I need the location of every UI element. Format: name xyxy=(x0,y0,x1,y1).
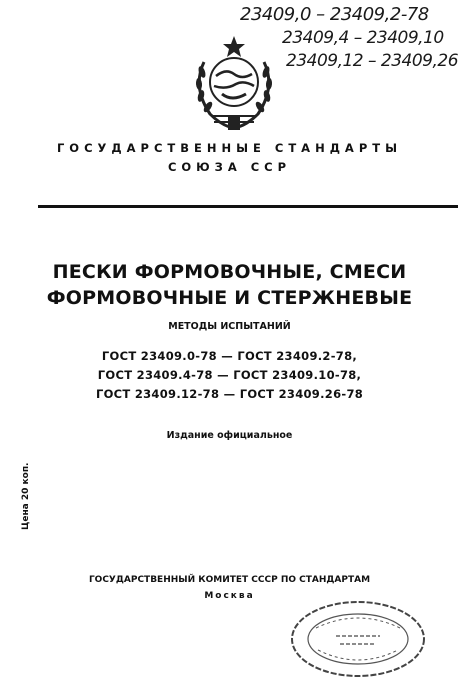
publisher-committee: ГОСУДАРСТВЕННЫЙ КОМИТЕТ СССР ПО СТАНДАРТАМ xyxy=(88,575,371,585)
horizontal-divider xyxy=(38,205,458,208)
header-title-line2: СОЮЗА ССР xyxy=(167,160,292,174)
document-title-line2: ФОРМОВОЧНЫЕ И СТЕРЖНЕВЫЕ xyxy=(46,287,413,309)
gost-numbers-line2: ГОСТ 23409.4-78 — ГОСТ 23409.10-78, xyxy=(97,368,362,382)
edition-label: Издание официальное xyxy=(166,430,293,441)
library-stamp-icon xyxy=(288,598,428,680)
document-subtitle: МЕТОДЫ ИСПЫТАНИЙ xyxy=(168,321,291,332)
handwritten-note-line1: 23409,0 – 23409,2-78 xyxy=(240,4,429,25)
state-emblem-icon xyxy=(182,32,286,136)
publisher-city: Москва xyxy=(204,591,255,601)
gost-numbers-line1: ГОСТ 23409.0-78 — ГОСТ 23409.2-78, xyxy=(101,349,358,363)
price-label: Цена 20 коп. xyxy=(21,462,31,530)
header-title-line1: ГОСУДАРСТВЕННЫЕ СТАНДАРТЫ xyxy=(56,141,403,155)
gost-numbers-line3: ГОСТ 23409.12-78 — ГОСТ 23409.26-78 xyxy=(95,387,364,401)
handwritten-note-line3: 23409,12 – 23409,26 xyxy=(286,51,459,71)
handwritten-note-line2: 23409,4 – 23409,10 xyxy=(282,28,444,48)
document-title-line1: ПЕСКИ ФОРМОВОЧНЫЕ, СМЕСИ xyxy=(52,261,407,283)
